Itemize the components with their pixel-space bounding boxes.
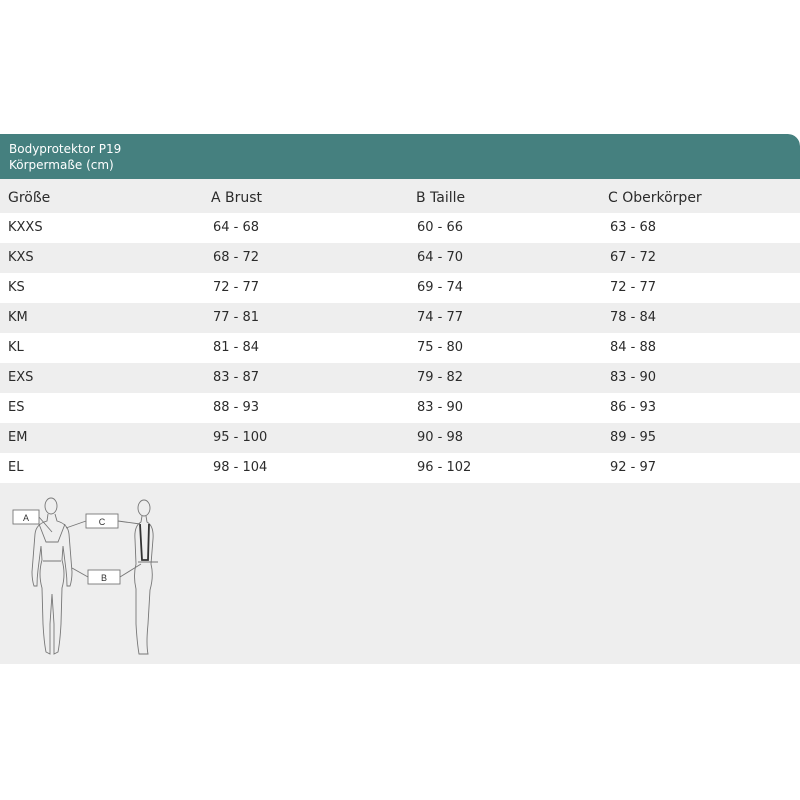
table-row	[0, 453, 800, 483]
chest-cell: 95 - 100	[213, 430, 268, 445]
callout-b-label: B	[100, 573, 108, 583]
torso-cell: 67 - 72	[610, 250, 657, 265]
table-row	[0, 333, 800, 363]
chest-cell: 83 - 87	[213, 370, 260, 385]
chest-cell: 81 - 84	[213, 340, 260, 355]
table-row	[0, 213, 800, 243]
waist-cell: 96 - 102	[417, 460, 472, 475]
size-cell: EM	[8, 430, 28, 445]
size-cell: KM	[8, 310, 28, 325]
torso-cell: 78 - 84	[610, 310, 657, 325]
chest-cell: 88 - 93	[213, 400, 260, 415]
size-cell: KL	[8, 340, 24, 355]
chest-cell: 77 - 81	[213, 310, 260, 325]
chart-title: Bodyprotektor P19	[9, 142, 122, 156]
callout-c	[66, 514, 140, 528]
chest-cell: 72 - 77	[213, 280, 260, 295]
chest-cell: 64 - 68	[213, 220, 260, 235]
body-measurement-illustration	[8, 494, 178, 664]
size-cell: EXS	[8, 370, 34, 385]
table-header-row	[0, 183, 800, 213]
waist-cell: 75 - 80	[417, 340, 464, 355]
table-row	[0, 273, 800, 303]
size-table	[0, 183, 800, 483]
torso-cell: 84 - 88	[610, 340, 657, 355]
waist-cell: 60 - 66	[417, 220, 464, 235]
chart-header	[0, 134, 800, 179]
size-cell: KS	[8, 280, 25, 295]
callout-a-label: A	[22, 513, 30, 523]
size-cell: EL	[8, 460, 24, 475]
waist-cell: 90 - 98	[417, 430, 464, 445]
column-header-size: Größe	[8, 190, 51, 206]
waist-cell: 83 - 90	[417, 400, 464, 415]
chart-subtitle: Körpermaße (cm)	[9, 158, 114, 172]
torso-cell: 86 - 93	[610, 400, 657, 415]
size-cell: KXS	[8, 250, 34, 265]
torso-cell: 63 - 68	[610, 220, 657, 235]
torso-cell: 89 - 95	[610, 430, 657, 445]
table-row	[0, 243, 800, 273]
size-cell: ES	[8, 400, 25, 415]
side-body-figure	[135, 500, 159, 654]
waist-cell: 69 - 74	[417, 280, 464, 295]
column-header-chest: A Brust	[211, 190, 263, 206]
table-row	[0, 363, 800, 393]
torso-cell: 92 - 97	[610, 460, 657, 475]
waist-cell: 64 - 70	[417, 250, 464, 265]
table-row	[0, 423, 800, 453]
waist-cell: 79 - 82	[417, 370, 464, 385]
callout-b	[72, 564, 141, 584]
chest-cell: 98 - 104	[213, 460, 268, 475]
torso-cell: 83 - 90	[610, 370, 657, 385]
table-row	[0, 303, 800, 333]
chest-cell: 68 - 72	[213, 250, 260, 265]
callout-c-label: C	[98, 517, 106, 527]
waist-cell: 74 - 77	[417, 310, 464, 325]
table-row	[0, 393, 800, 423]
column-header-torso: C Oberkörper	[608, 190, 702, 206]
size-cell: KXXS	[8, 220, 43, 235]
column-header-waist: B Taille	[416, 190, 466, 206]
torso-cell: 72 - 77	[610, 280, 657, 295]
